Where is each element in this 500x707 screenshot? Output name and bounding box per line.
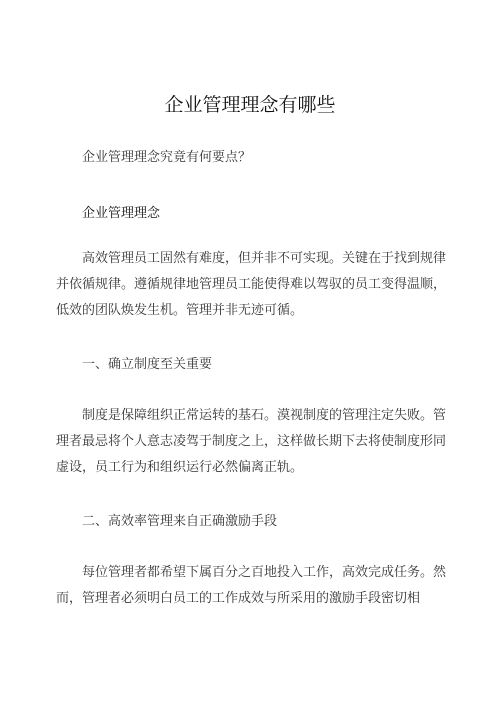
document-title: 企业管理理念有哪些 [164, 94, 336, 116]
heading-incentive: 二、高效率管理来自正确激励手段 [82, 514, 278, 529]
paragraph-incentive: 每位管理者都希望下属百分之百地投入工作，高效完成任务。然而，管理者必须明白员工的工作成效与所采用的激励手段密切相 [56, 565, 447, 606]
section-heading: 企业管理理念 [82, 206, 161, 221]
paragraph-management-rules: 高效管理员工固然有难度，但并非不可实现。关键在于找到规律并依循规律。遵循规律地管理员工能使得难以驾驭的员工变得温顺，低效的团队焕发生机。管理并非无迹可循。 [56, 251, 447, 318]
paragraph-system-foundation: 制度是保障组织正常运转的基石。漠视制度的管理注定失败。管理者最忌将个人意志凌驾于制度之上，这样做长期下去将使制度形同虚设，员工行为和组织运行必然偏离正轨。 [56, 408, 447, 475]
intro-question: 企业管理理念究竟有何要点？ [82, 150, 252, 165]
heading-establish-system: 一、确立制度至关重要 [82, 357, 213, 372]
